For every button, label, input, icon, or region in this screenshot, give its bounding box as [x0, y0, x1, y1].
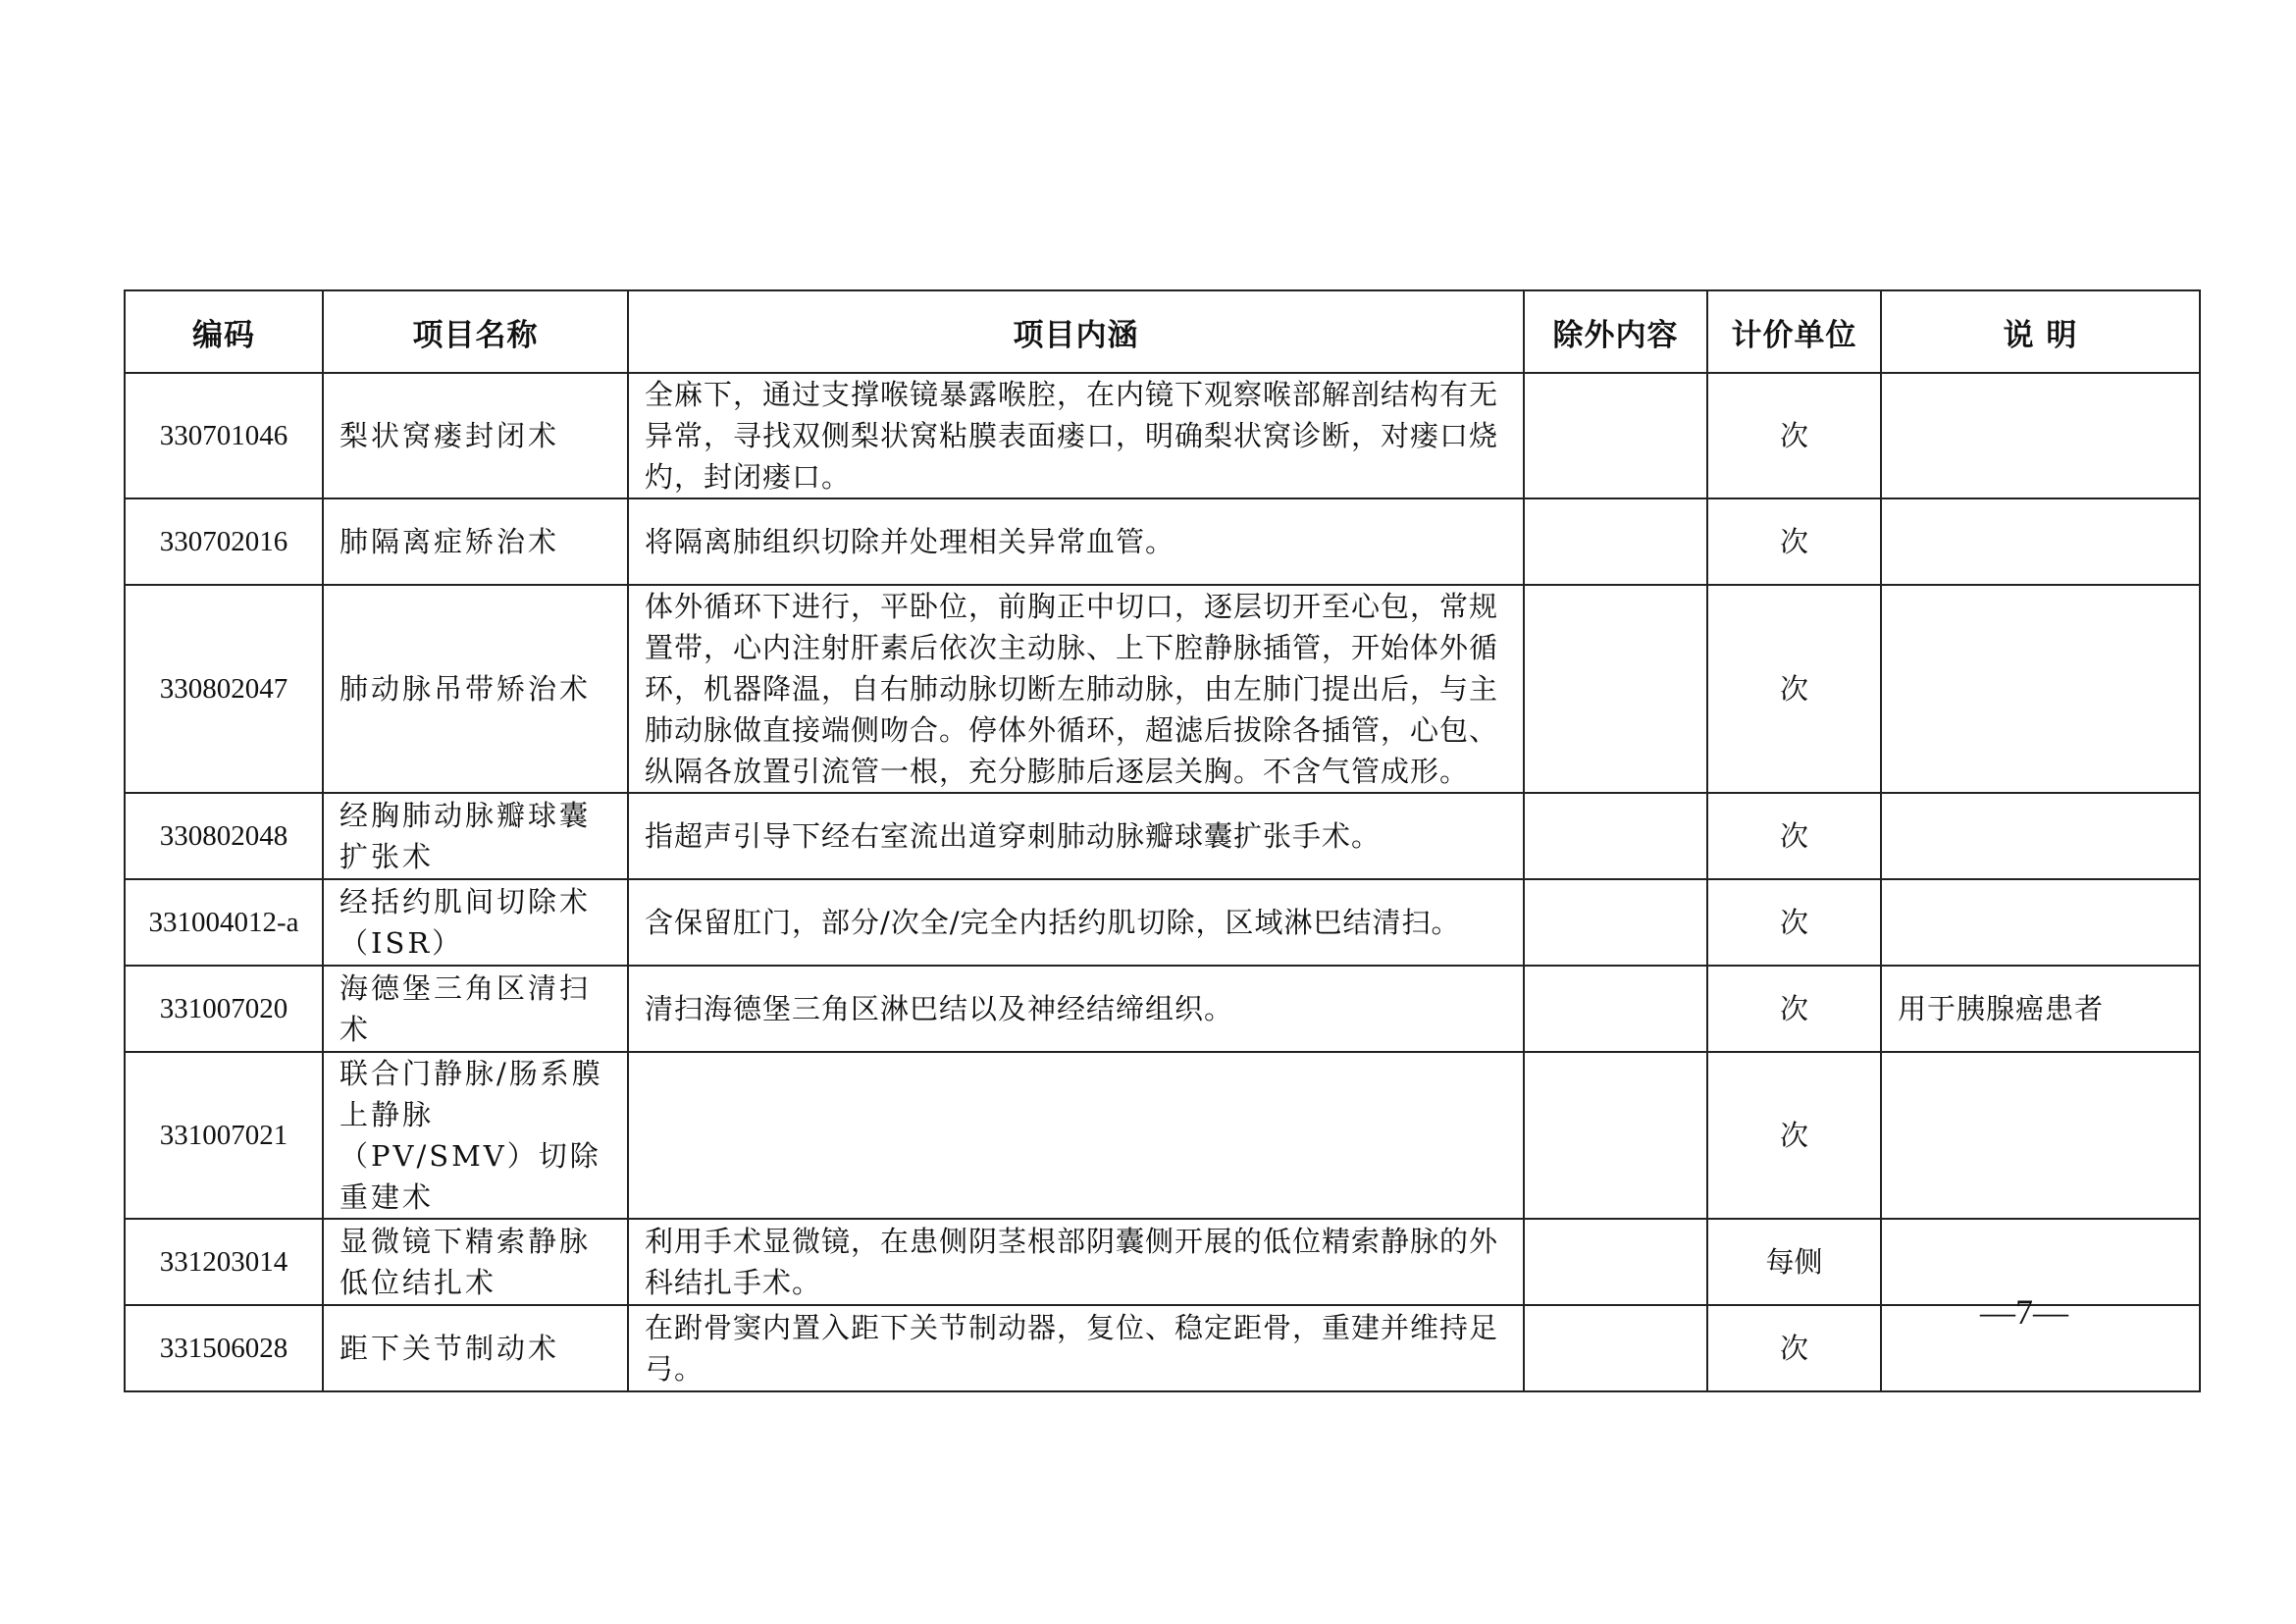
table-row: [125, 1219, 2200, 1305]
row-content: 在跗骨窦内置入距下关节制动器，复位、稳定距骨，重建并维持足弓。: [628, 1305, 1524, 1391]
row-content: 指超声引导下经右室流出道穿刺肺动脉瓣球囊扩张手术。: [628, 793, 1524, 879]
header-content: 项目内涵: [628, 290, 1524, 373]
row-unit: 次: [1707, 498, 1881, 585]
row-name: 显微镜下精索静脉低位结扎术: [323, 1219, 628, 1305]
row-code: 330802047: [125, 585, 323, 793]
row-content: [628, 1052, 1524, 1219]
header-note: 说 明: [1881, 290, 2200, 373]
row-note: [1881, 498, 2200, 585]
row-unit: 次: [1707, 1052, 1881, 1219]
header-code: 编码: [125, 290, 323, 373]
row-code: 331203014: [125, 1219, 323, 1305]
row-exclusions: [1524, 1305, 1707, 1391]
row-code: 331007020: [125, 966, 323, 1052]
table-row: [125, 498, 2200, 585]
header-unit: 计价单位: [1707, 290, 1881, 373]
row-exclusions: [1524, 585, 1707, 793]
table-row: [125, 585, 2200, 793]
row-name: 经胸肺动脉瓣球囊扩张术: [323, 793, 628, 879]
row-note: [1881, 373, 2200, 498]
row-exclusions: [1524, 966, 1707, 1052]
row-content: 含保留肛门，部分/次全/完全内括约肌切除，区域淋巴结清扫。: [628, 879, 1524, 966]
row-name: 联合门静脉/肠系膜上静脉（PV/SMV）切除重建术: [323, 1052, 628, 1219]
row-unit: 次: [1707, 1305, 1881, 1391]
row-exclusions: [1524, 498, 1707, 585]
table-row: [125, 793, 2200, 879]
pricing-table: [124, 289, 2201, 1392]
table-header-row: [125, 290, 2200, 373]
row-code: 331004012-a: [125, 879, 323, 966]
table-row: [125, 1305, 2200, 1391]
row-name: 梨状窝瘘封闭术: [323, 373, 628, 498]
row-code: 331007021: [125, 1052, 323, 1219]
row-note: [1881, 879, 2200, 966]
row-unit: 次: [1707, 966, 1881, 1052]
row-unit: 次: [1707, 793, 1881, 879]
row-name: 海德堡三角区清扫术: [323, 966, 628, 1052]
row-exclusions: [1524, 1052, 1707, 1219]
table-row: [125, 373, 2200, 498]
row-note: 用于胰腺癌患者: [1881, 966, 2200, 1052]
row-note: [1881, 1052, 2200, 1219]
table-row: [125, 879, 2200, 966]
row-name: 经括约肌间切除术（ISR）: [323, 879, 628, 966]
row-content: 利用手术显微镜，在患侧阴茎根部阴囊侧开展的低位精索静脉的外科结扎手术。: [628, 1219, 1524, 1305]
row-exclusions: [1524, 1219, 1707, 1305]
row-name: 距下关节制动术: [323, 1305, 628, 1391]
row-code: 330702016: [125, 498, 323, 585]
header-name: 项目名称: [323, 290, 628, 373]
row-exclusions: [1524, 373, 1707, 498]
row-code: 330701046: [125, 373, 323, 498]
row-unit: 每侧: [1707, 1219, 1881, 1305]
row-unit: 次: [1707, 879, 1881, 966]
row-content: 将隔离肺组织切除并处理相关异常血管。: [628, 498, 1524, 585]
row-note: [1881, 793, 2200, 879]
table-row: [125, 966, 2200, 1052]
row-note: [1881, 585, 2200, 793]
row-name: 肺动脉吊带矫治术: [323, 585, 628, 793]
header-exclusions: 除外内容: [1524, 290, 1707, 373]
row-exclusions: [1524, 879, 1707, 966]
row-content: 清扫海德堡三角区淋巴结以及神经结缔组织。: [628, 966, 1524, 1052]
row-code: 330802048: [125, 793, 323, 879]
row-content: 体外循环下进行，平卧位，前胸正中切口，逐层切开至心包，常规置带，心内注射肝素后依次主动脉、上下腔静脉插管，开始体外循环，机器降温，自右肺动脉切断左肺动脉，由左肺门提出后，与主肺动脉做直接端侧吻合。停体外循环，超滤后拔除各插管，心包、纵隔各放置引流管一根，充分膨肺后逐层关胸。不含气管成形。: [628, 585, 1524, 793]
row-name: 肺隔离症矫治术: [323, 498, 628, 585]
page-number: —7—: [1980, 1292, 2068, 1332]
table-row: [125, 1052, 2200, 1219]
row-unit: 次: [1707, 373, 1881, 498]
row-unit: 次: [1707, 585, 1881, 793]
row-exclusions: [1524, 793, 1707, 879]
row-code: 331506028: [125, 1305, 323, 1391]
row-content: 全麻下，通过支撑喉镜暴露喉腔，在内镜下观察喉部解剖结构有无异常，寻找双侧梨状窝粘膜表面瘘口，明确梨状窝诊断，对瘘口烧灼，封闭瘘口。: [628, 373, 1524, 498]
